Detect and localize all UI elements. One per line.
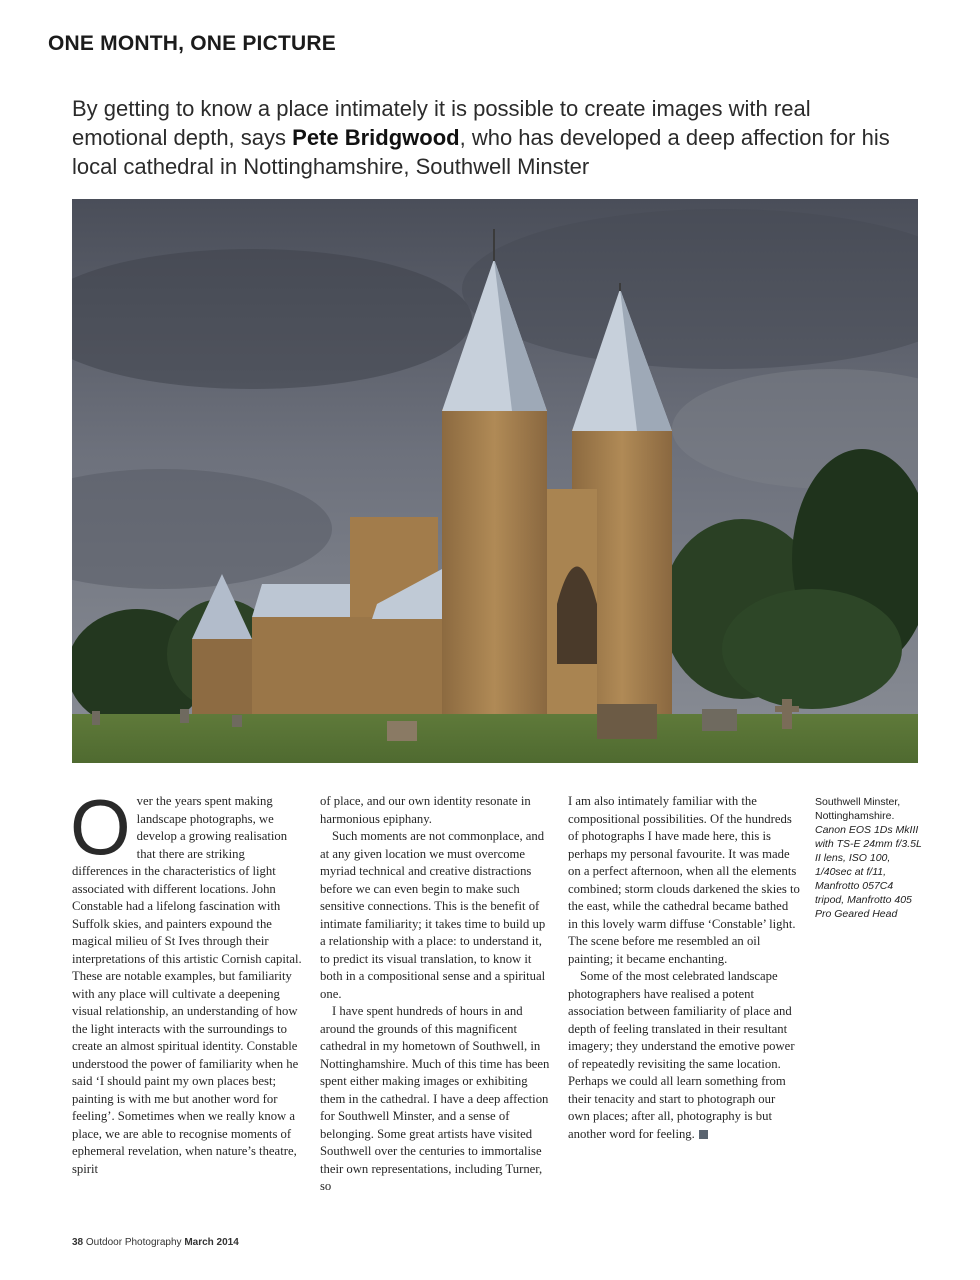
photo-caption — [815, 795, 925, 921]
section-kicker: ONE MONTH, ONE PICTURE — [48, 32, 336, 55]
paragraph: of place, and our own identity resonate in harmonious epiphany. — [320, 794, 531, 826]
standfirst-tail: , who has developed a deep affection for his local cathedral in Nottinghamshire, Southwell Minster — [72, 125, 890, 179]
magazine-name: Outdoor Photography — [85, 1237, 182, 1248]
cathedral-photo — [72, 199, 918, 763]
caption-technical-details: Canon EOS 1Ds MkIII with TS-E 24mm f/3.5L II lens, ISO 100, 1/40sec at f/11, Manfrotto 057C4 tripod, Manfrotto 405 Pro Geared Head — [815, 824, 922, 920]
page-folio — [72, 1237, 239, 1248]
paragraph: I am also intimately familiar with the compositional possibilities. Of the hundreds of photographs I have made here, this is perhaps my personal favourite. It was made on a perfect afternoon, when all the elements combined; storm clouds darkened the skies to the east, while the cathedral became bathed in this lovely warm diffuse ‘Constable’ light. The scene before me resembled an oil painting; it became enchanting. — [568, 794, 800, 966]
page-number: 38 — [72, 1237, 84, 1248]
standfirst-lead: By getting to know a place intimately it is possible to create images with real emotional depth, says — [72, 96, 811, 150]
paragraph: I have spent hundreds of hours in and around the grounds of this magnificent cathedral in my hometown of Southwell, in Nottinghamshire. Much of this time has been spent either making images or exhibiting them in the cathedral. I have a deep affection for Southwell Minster, and a sense of belonging. Some great artists have visited Southwell over the centuries to immortalise their own representations, including Turner, so — [320, 1004, 550, 1193]
paragraph-text: ver the years spent making landscape photographs, we develop a growing realisation that there are striking differences in the characteristics of light associated with different locations. John Constable had a lifelong fascination with Suffolk skies, and painters expound the magical milieu of St Ives through their interpretations of this artistic Cornish capital. These are notable examples, but familiarity with any place will cultivate a deepening visual relationship, an understanding of how the light interacts with the surroundings to create an almost spiritual identity. Constable understood the power of familiarity when he said ‘I should paint my own places best; painting is with me but another word for feeling’. Sometimes when we really know a place, we are able to recognise moments of ephemeral revelation, when nature’s theatre, spirit — [72, 794, 302, 1176]
end-of-article-mark — [699, 1130, 708, 1139]
paragraph: Such moments are not commonplace, and at any given location we must overcome myriad technical and creative distractions before we can even begin to make such sensitive connections. This is the benefit of intimate familiarity; it takes time to build up a relationship with a place: to understand it, to predict its visual translation, to know it both in a compositional sense and a spiritual one. — [320, 829, 546, 1001]
author-name: Pete Bridgwood — [292, 125, 460, 150]
article-column-3 — [568, 793, 800, 1143]
drop-cap: O — [70, 783, 131, 871]
paragraph-text: Some of the most celebrated landscape photographers have realised a potent association between familiarity of place and depth of feeling translated in their resultant imagery; they understand the emotive power of repeatedly revisiting the same location. Perhaps we could all learn something from their tenacity and start to photograph our own places; after all, photography is but another word for feeling. — [568, 969, 795, 1141]
caption-title: Southwell Minster, Nottinghamshire. — [815, 796, 901, 822]
closing-paragraph — [568, 968, 800, 1143]
article-column-2 — [320, 793, 552, 1196]
article-column-1 — [70, 783, 304, 1178]
cathedral-illustration — [72, 199, 918, 763]
standfirst — [72, 94, 902, 181]
issue-date: March 2014 — [184, 1237, 239, 1248]
opening-paragraph — [70, 783, 304, 1178]
